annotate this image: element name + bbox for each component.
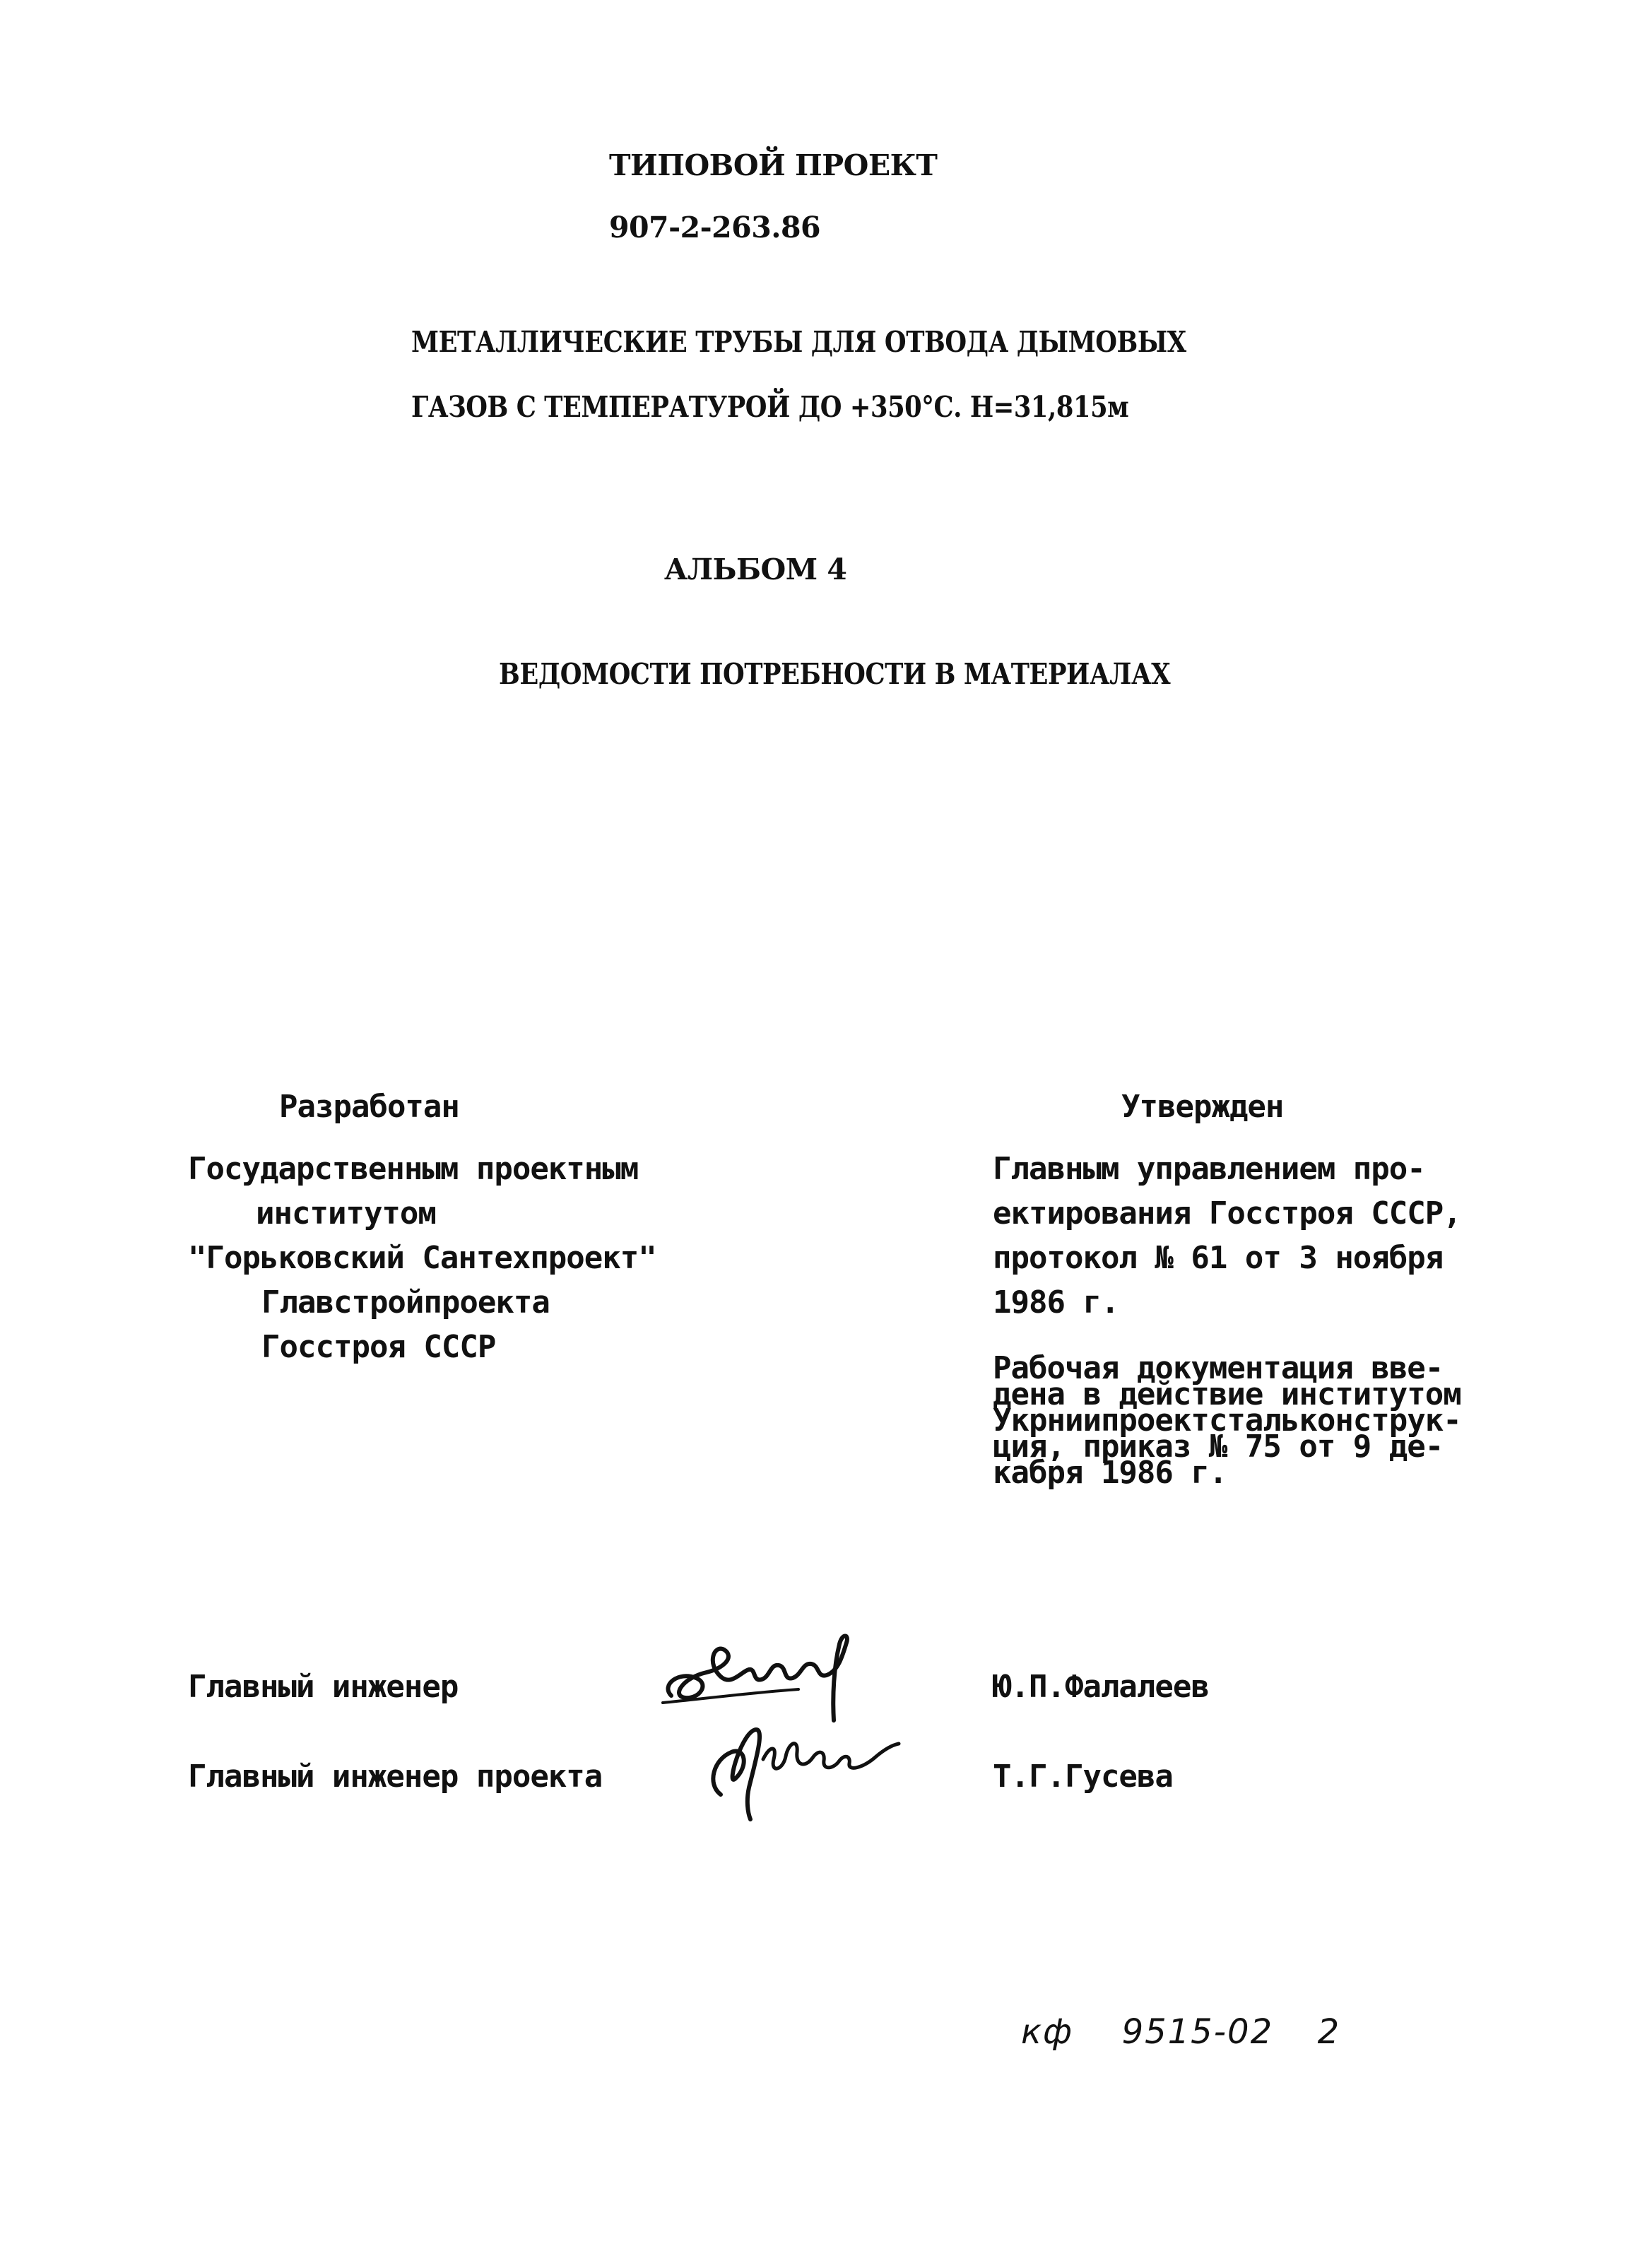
developed-line: Государственным проектным (188, 1151, 639, 1187)
signature-scribble-2 (700, 1717, 904, 1823)
stamp-sheet: 2 (1317, 2012, 1341, 2052)
approved-note-line: Рабочая документация вве- (993, 1350, 1444, 1386)
approved-line: протокол № 61 от 3 ноября (993, 1240, 1444, 1276)
approved-note-line: ция, приказ № 75 от 9 де- (993, 1429, 1444, 1465)
album-number: АЛЬБОМ 4 (664, 553, 847, 586)
stamp-number: 9515-02 (1121, 2012, 1274, 2052)
approved-note-line: Укрниипроектстальконструк- (993, 1402, 1461, 1438)
developed-block (188, 1147, 656, 1369)
signature-name-chief-engineer: Ю.П.Фалалеев (993, 1669, 1209, 1705)
stamp-code: кф (1021, 2012, 1074, 2052)
signature-scribble-1 (657, 1629, 897, 1727)
approved-line: 1986 г. (993, 1284, 1119, 1320)
title-line-2: ГАЗОВ С ТЕМПЕРАТУРОЙ ДО +350°С. Н=31,815м (411, 390, 1129, 424)
approved-block (993, 1147, 1461, 1325)
developed-heading: Разработан (279, 1089, 459, 1125)
signature-name-chief-project-engineer: Т.Г.Гусева (993, 1759, 1173, 1795)
signature-role-chief-engineer: Главный инженер (188, 1669, 459, 1705)
developed-line: Госстроя СССР (261, 1329, 496, 1365)
title-line-1: МЕТАЛЛИЧЕСКИЕ ТРУБЫ ДЛЯ ОТВОДА ДЫМОВЫХ (411, 325, 1186, 359)
approved-heading: Утвержден (1121, 1089, 1284, 1125)
approved-line: ектирования Госстроя СССР, (993, 1195, 1461, 1231)
document-stamp (1021, 2012, 1340, 2052)
developed-line: институтом (256, 1195, 436, 1231)
project-number: 907-2-263.86 (609, 211, 821, 244)
developed-line: Главстройпроекта (261, 1284, 550, 1320)
developed-line: "Горьковский Сантехпроект" (188, 1240, 656, 1276)
approved-note-line: кабря 1986 г. (993, 1455, 1227, 1491)
project-label: ТИПОВОЙ ПРОЕКТ (609, 148, 938, 182)
signature-role-chief-project-engineer: Главный инженер проекта (188, 1759, 603, 1795)
document-subtitle: ВЕДОМОСТИ ПОТРЕБНОСТИ В МАТЕРИАЛАХ (499, 657, 1171, 691)
approved-note-block (993, 1350, 1461, 1491)
approved-note-line: дена в действие институтом (993, 1376, 1461, 1412)
approved-line: Главным управлением про- (993, 1151, 1425, 1187)
